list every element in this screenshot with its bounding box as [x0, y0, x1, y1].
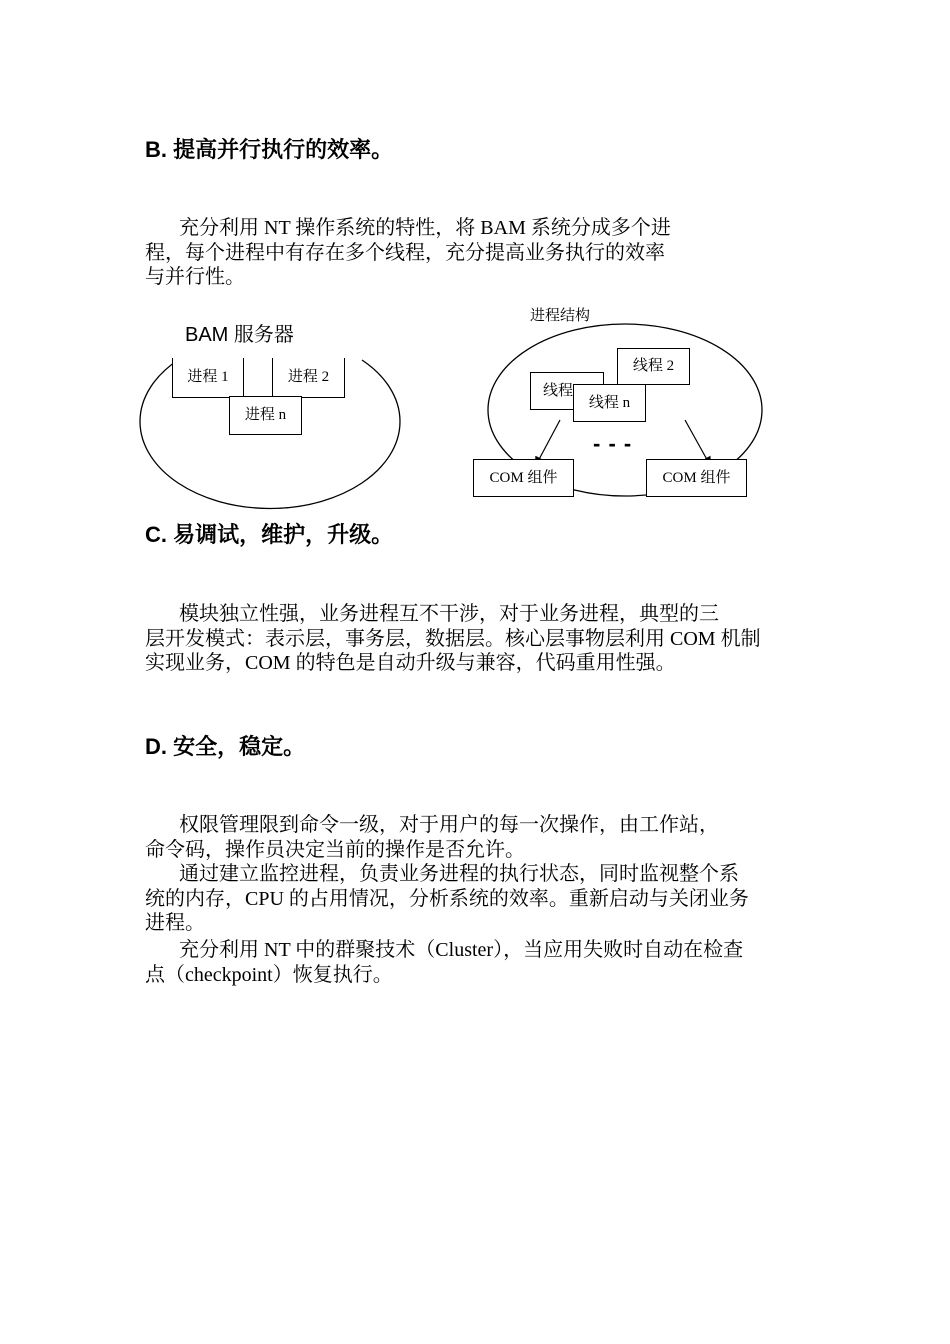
- section-b-heading: B. 提高并行执行的效率。: [145, 137, 394, 162]
- process-box-n: 进程 n: [229, 396, 302, 435]
- process-structure-title: 进程结构: [530, 308, 591, 324]
- paragraph-line: 充分利用 NT 中的群聚技术（Cluster），当应用失败时自动在检查: [179, 939, 744, 961]
- thread-box-n: 线程 n: [573, 384, 646, 422]
- paragraph-line: 进程。: [145, 912, 205, 934]
- paragraph-line: 与并行性。: [145, 266, 245, 288]
- paragraph-line: 实现业务，COM 的特色是自动升级与兼容，代码重用性强。: [145, 652, 676, 674]
- section-d-heading: D. 安全，稳定。: [145, 734, 306, 759]
- section-d-paragraph-3: [145, 938, 743, 987]
- section-d-paragraph-1: [145, 813, 719, 862]
- section-c-paragraph: [145, 602, 761, 676]
- paragraph-line: 统的内存，CPU 的占用情况，分析系统的效率。重新启动与关闭业务: [145, 887, 749, 910]
- thread-box-2: 线程 2: [617, 348, 690, 385]
- com-component-box-2: COM 组件: [646, 459, 747, 497]
- com-component-box-1: COM 组件: [473, 459, 574, 497]
- paragraph-line: 权限管理限到命令一级，对于用户的每一次操作，由工作站，: [179, 814, 719, 836]
- thread-ellipsis: - - -: [593, 431, 633, 456]
- paragraph-line: 命令码，操作员决定当前的操作是否允许。: [145, 838, 525, 861]
- paragraph-line: 充分利用 NT 操作系统的特性，将 BAM 系统分成多个进: [179, 217, 671, 239]
- process-box-1: 进程 1: [172, 358, 244, 398]
- paragraph-line: 层开发模式：表示层，事务层，数据层。核心层事物层利用 COM 机制: [145, 627, 761, 650]
- section-d-paragraph-2: [145, 862, 749, 936]
- paragraph-line: 程，每个进程中有存在多个线程，充分提高业务执行的效率: [145, 241, 665, 264]
- paragraph-line: 模块独立性强，业务进程互不干涉，对于业务进程，典型的三: [179, 603, 719, 625]
- paragraph-line: 点（checkpoint）恢复执行。: [145, 963, 393, 986]
- bam-server-title: BAM 服务器: [185, 324, 294, 346]
- paragraph-line: 通过建立监控进程，负责业务进程的执行状态，同时监视整个系: [179, 863, 739, 885]
- section-c-heading: C. 易调试，维护，升级。: [145, 522, 394, 547]
- thread-box-1: 线程: [530, 372, 604, 410]
- process-box-2: 进程 2: [272, 358, 345, 398]
